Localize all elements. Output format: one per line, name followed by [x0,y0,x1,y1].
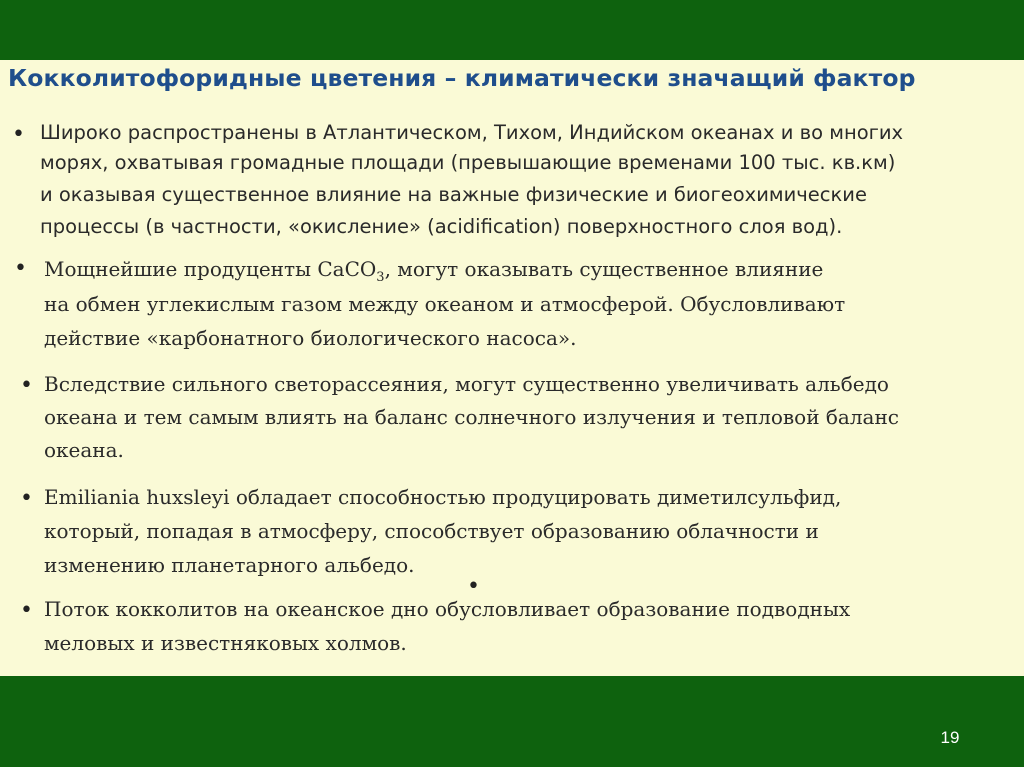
bullet-marker: • [12,122,25,147]
bullet-2-line-2: на обмен углекислым газом между океаном и атмосферой. Обусловливают [44,292,846,316]
bullet-1-line-2: морях, охватывая громадные площади (превышающие временами 100 тыс. кв.км) [40,151,896,174]
bullet-4-line-2: который, попадая в атмосферу, способствует образованию облачности и [44,519,819,543]
bullet-2-line-1 [44,257,823,285]
bullet-5-line-2: меловых и известняковых холмов. [44,631,407,655]
bullet-marker: • [14,256,27,281]
bullet-3-line-1: Вследствие сильного светорассеяния, могут существенно увеличивать альбедо [44,372,889,396]
top-band [0,0,1024,60]
chemical-subscript: 3 [376,270,385,285]
bullet-1-line-3: и оказывая существенное влияние на важные физические и биогеохимические [40,183,867,206]
slide-title: Кокколитофоридные цветения – климатически значащий фактор [8,64,916,92]
slide-number: 19 [940,728,960,747]
bullet-2-line-1-end: , могут оказывать существенное влияние [384,257,824,281]
bullet-5-line-1: Поток кокколитов на океанское дно обусловливает образование подводных [44,597,851,621]
bullet-marker: • [20,486,33,511]
stray-bullet-marker: • [467,574,480,599]
bullet-4-line-1: Emiliania huxsleyi обладает способностью продуцировать диметилсульфид, [44,485,842,509]
bullet-1-line-1: Широко распространены в Атлантическом, Тихом, Индийском океанах и во многих [40,121,904,144]
bottom-band [0,676,1024,767]
bullet-4-line-3: изменению планетарного альбедо. [44,553,415,577]
bullet-3-line-2: океана и тем самым влиять на баланс солнечного излучения и тепловой баланс [44,405,900,429]
bullet-2-line-3: действие «карбонатного биологического насоса». [44,326,577,350]
bullet-3-line-3: океана. [44,438,124,462]
bullet-marker: • [20,598,33,623]
bullet-marker: • [20,373,33,398]
bullet-1-line-4: процессы (в частности, «окисление» (acidification) поверхностного слоя вод). [40,215,843,238]
bullet-2-line-1-start: Мощнейшие продуценты CaCO [44,257,377,281]
